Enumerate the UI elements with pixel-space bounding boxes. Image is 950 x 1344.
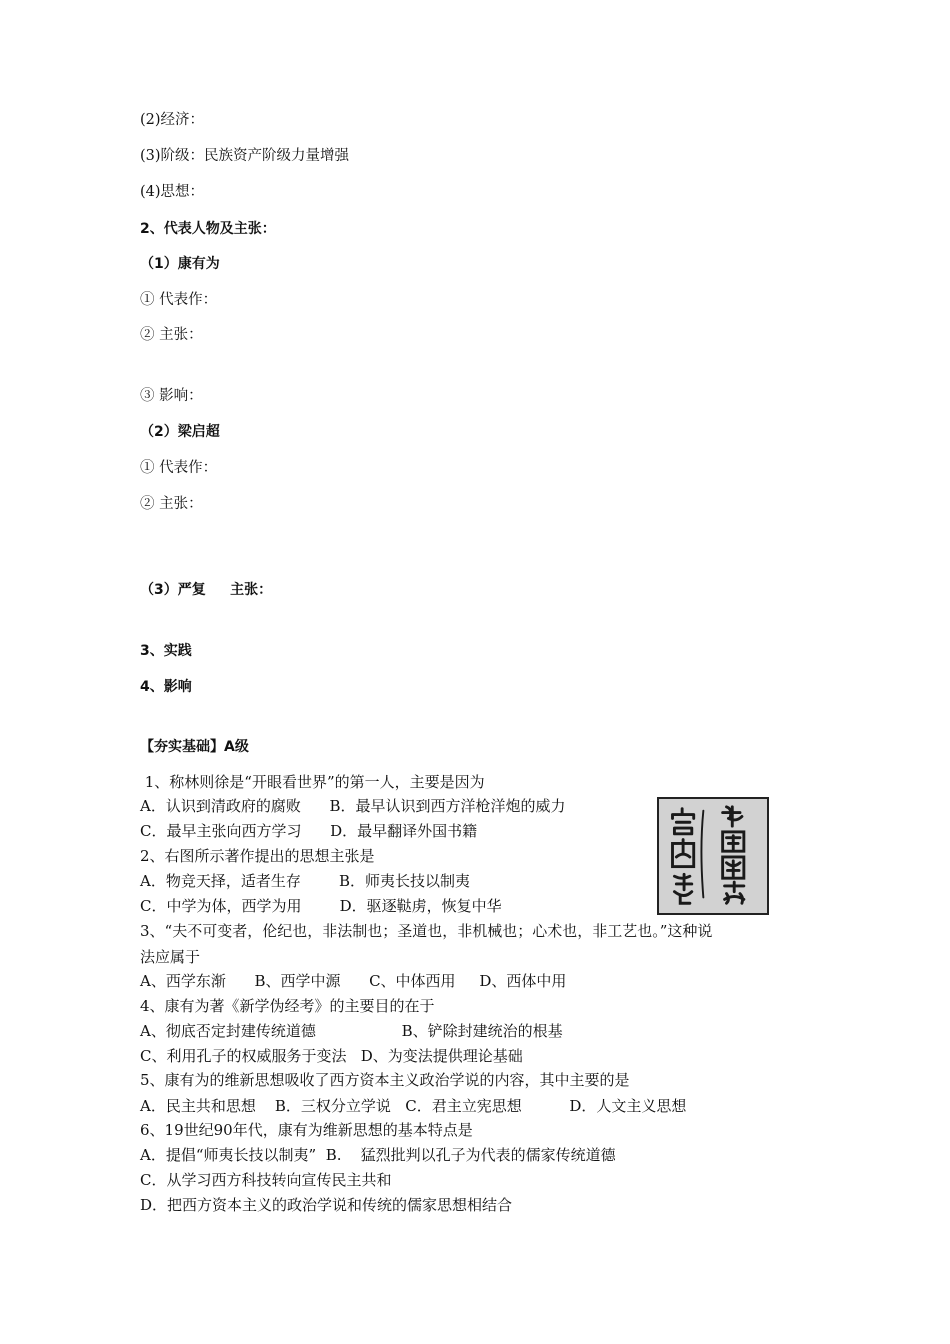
exercise-line: A、西学东渐 B、西学中源 C、中体西用 D、西体中用 <box>140 972 567 990</box>
exercise-line: 6、19世纪90年代，康有为维新思想的基本特点是 <box>140 1121 473 1139</box>
exercise-line: 3、“夫不可变者，伦纪也，非法制也；圣道也，非机械也；心术也，非工艺也。”这种说 <box>140 922 713 940</box>
exercise-line: A．物竞天择，适者生存 B．师夷长技以制夷 <box>140 872 471 890</box>
exercise-line: C．从学习西方科技转向宣传民主共和 <box>140 1171 392 1189</box>
kang-effect: ③ 影响： <box>140 388 203 404</box>
exercise-line: 法应属于 <box>140 948 201 966</box>
liang-work: ① 代表作： <box>140 460 218 476</box>
kang-title: （1）康有为 <box>140 256 220 272</box>
exercise-line: C．中学为体，西学为用 D．驱逐鞑虏，恢复中华 <box>140 897 502 915</box>
kang-claim: ② 主张： <box>140 327 203 343</box>
exercise-line: 4、康有为著《新学伪经考》的主要目的在于 <box>140 997 435 1015</box>
exercise-heading: 【夯实基础】A级 <box>140 739 249 755</box>
exercise-line: A．认识到清政府的腐败 B．最早认识到西方洋枪洋炮的威力 <box>140 797 566 815</box>
book-cover-seal <box>657 797 769 915</box>
liang-title: （2）梁启超 <box>140 424 220 440</box>
exercise-line: C．最早主张向西方学习 D．最早翻译外国书籍 <box>140 822 478 840</box>
exercise-line: 1、称林则徐是“开眼看世界”的第一人，主要是因为 <box>140 773 485 791</box>
exercise-line: C、利用孔子的权威服务于变法 D、为变法提供理论基础 <box>140 1047 523 1065</box>
exercise-line: A．民主共和思想 B．三权分立学说 C．君主立宪思想 D．人文主义思想 <box>140 1097 687 1115</box>
outline-class: (3)阶级：民族资产阶级力量增强 <box>140 148 350 164</box>
yan-title: （3）严复 主张： <box>140 582 273 598</box>
section-2-heading: 2、代表人物及主张： <box>140 221 276 237</box>
liang-claim: ② 主张： <box>140 496 203 512</box>
section-4-heading: 4、影响 <box>140 679 192 695</box>
exercise-line: A．提倡“师夷长技以制夷” B. 猛烈批判以孔子为代表的儒家传统道德 <box>140 1146 616 1164</box>
exercise-line: 2、右图所示著作提出的思想主张是 <box>140 847 375 865</box>
section-3-heading: 3、实践 <box>140 643 192 659</box>
outline-thought: (4)思想： <box>140 184 205 200</box>
kang-work: ① 代表作： <box>140 292 218 308</box>
exercise-line: D．把西方资本主义的政治学说和传统的儒家思想相结合 <box>140 1196 513 1214</box>
outline-economy: (2)经济： <box>140 112 205 128</box>
seal-calligraphy-icon <box>659 799 767 913</box>
exercise-line: A、彻底否定封建传统道德 B、铲除封建统治的根基 <box>140 1022 563 1040</box>
exercise-line: 5、康有为的维新思想吸收了西方资本主义政治学说的内容，其中主要的是 <box>140 1071 630 1089</box>
